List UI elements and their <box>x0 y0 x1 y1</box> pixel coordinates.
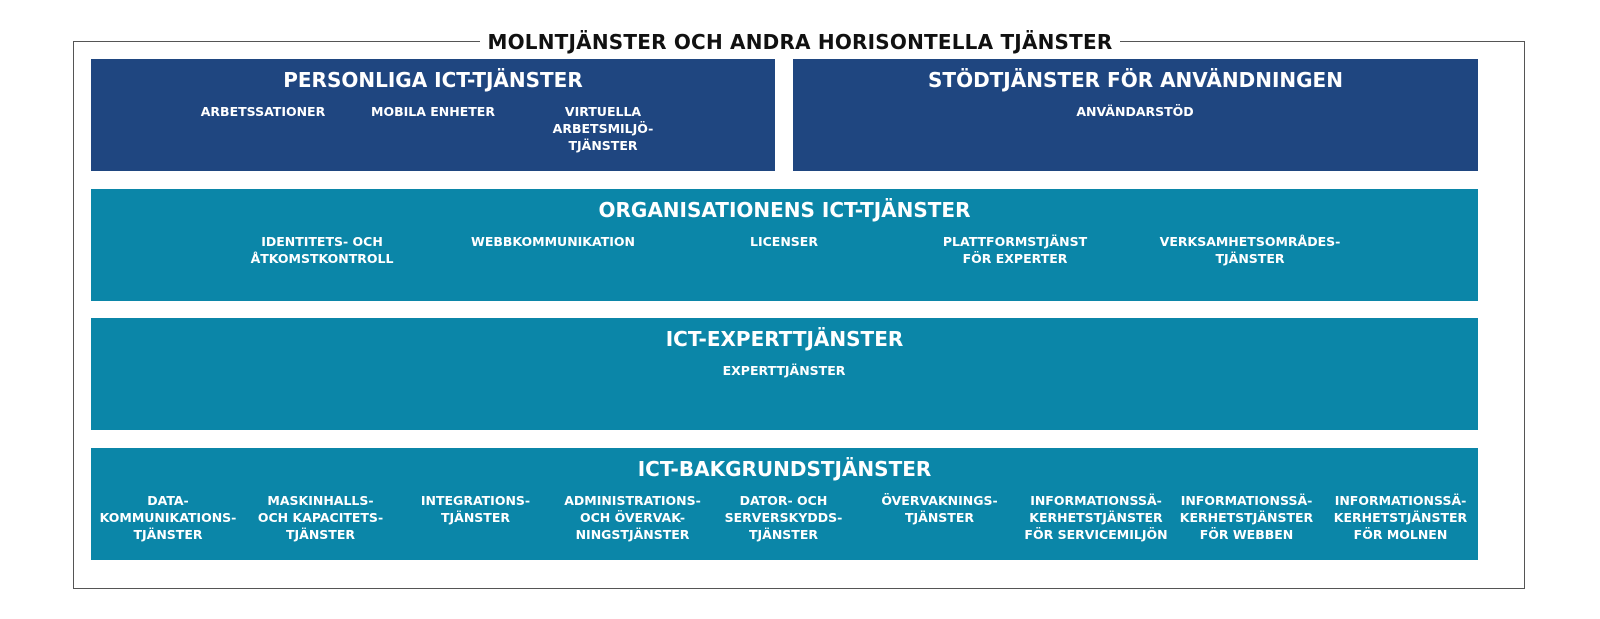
usage-support-services-title: STÖDTJÄNSTER FÖR ANVÄNDNINGEN <box>928 68 1343 92</box>
personal-ict-services-title: PERSONLIGA ICT-TJÄNSTER <box>283 68 583 92</box>
item-computer-server-protection: DATOR- OCH SERVERSKYDDS- TJÄNSTER <box>724 493 843 542</box>
item-platform-service-experts: PLATTFORMSTJÄNST FÖR EXPERTER <box>942 234 1088 266</box>
item-virtual-workspace: VIRTUELLA ARBETSMILJÖ- TJÄNSTER <box>552 104 654 153</box>
item-infosec-cloud: INFORMATIONSSÄ- KERHETSTJÄNSTER FÖR MOLNEN <box>1333 493 1468 542</box>
item-business-area-services: VERKSAMHETSOMRÅDES- TJÄNSTER <box>1159 234 1341 266</box>
ict-background-services-title: ICT-BAKGRUNDSTJÄNSTER <box>637 457 932 481</box>
item-datacenter-capacity: MASKINHALLS- OCH KAPACITETS- TJÄNSTER <box>257 493 384 542</box>
item-identity-access-control: IDENTITETS- OCH ÅTKOMSTKONTROLL <box>250 234 394 266</box>
item-monitoring-services: ÖVERVAKNINGS- TJÄNSTER <box>881 493 998 525</box>
item-data-communication: DATA- KOMMUNIKATIONS- TJÄNSTER <box>99 493 237 542</box>
item-mobile-devices: MOBILA ENHETER <box>371 104 495 119</box>
item-user-support: ANVÄNDARSTÖD <box>1076 104 1194 119</box>
item-integration-services: INTEGRATIONS- TJÄNSTER <box>420 493 531 525</box>
ict-expert-services-box <box>91 318 1478 430</box>
usage-support-services-box <box>793 59 1478 171</box>
personal-ict-services-box <box>91 59 775 171</box>
organisation-ict-services-box <box>91 189 1478 301</box>
item-expert-services: EXPERTTJÄNSTER <box>722 363 846 378</box>
item-web-communication: WEBBKOMMUNIKATION <box>471 234 635 249</box>
item-infosec-service-environment: INFORMATIONSSÄ- KERHETSTJÄNSTER FÖR SERVICEMILJÖN <box>1024 493 1168 542</box>
item-workstations: ARBETSSATIONER <box>200 104 326 119</box>
item-infosec-web: INFORMATIONSSÄ- KERHETSTJÄNSTER FÖR WEBBEN <box>1179 493 1314 542</box>
item-licenses: LICENSER <box>750 234 818 249</box>
ict-expert-services-title: ICT-EXPERTTJÄNSTER <box>665 327 904 351</box>
organisation-ict-services-title: ORGANISATIONENS ICT-TJÄNSTER <box>598 198 971 222</box>
ict-background-services-box <box>91 448 1478 560</box>
item-administration-monitoring: ADMINISTRATIONS- OCH ÖVERVAK- NINGSTJÄNSTER <box>564 493 701 542</box>
frame-title: MOLNTJÄNSTER OCH ANDRA HORISONTELLA TJÄNSTER <box>480 28 1120 56</box>
